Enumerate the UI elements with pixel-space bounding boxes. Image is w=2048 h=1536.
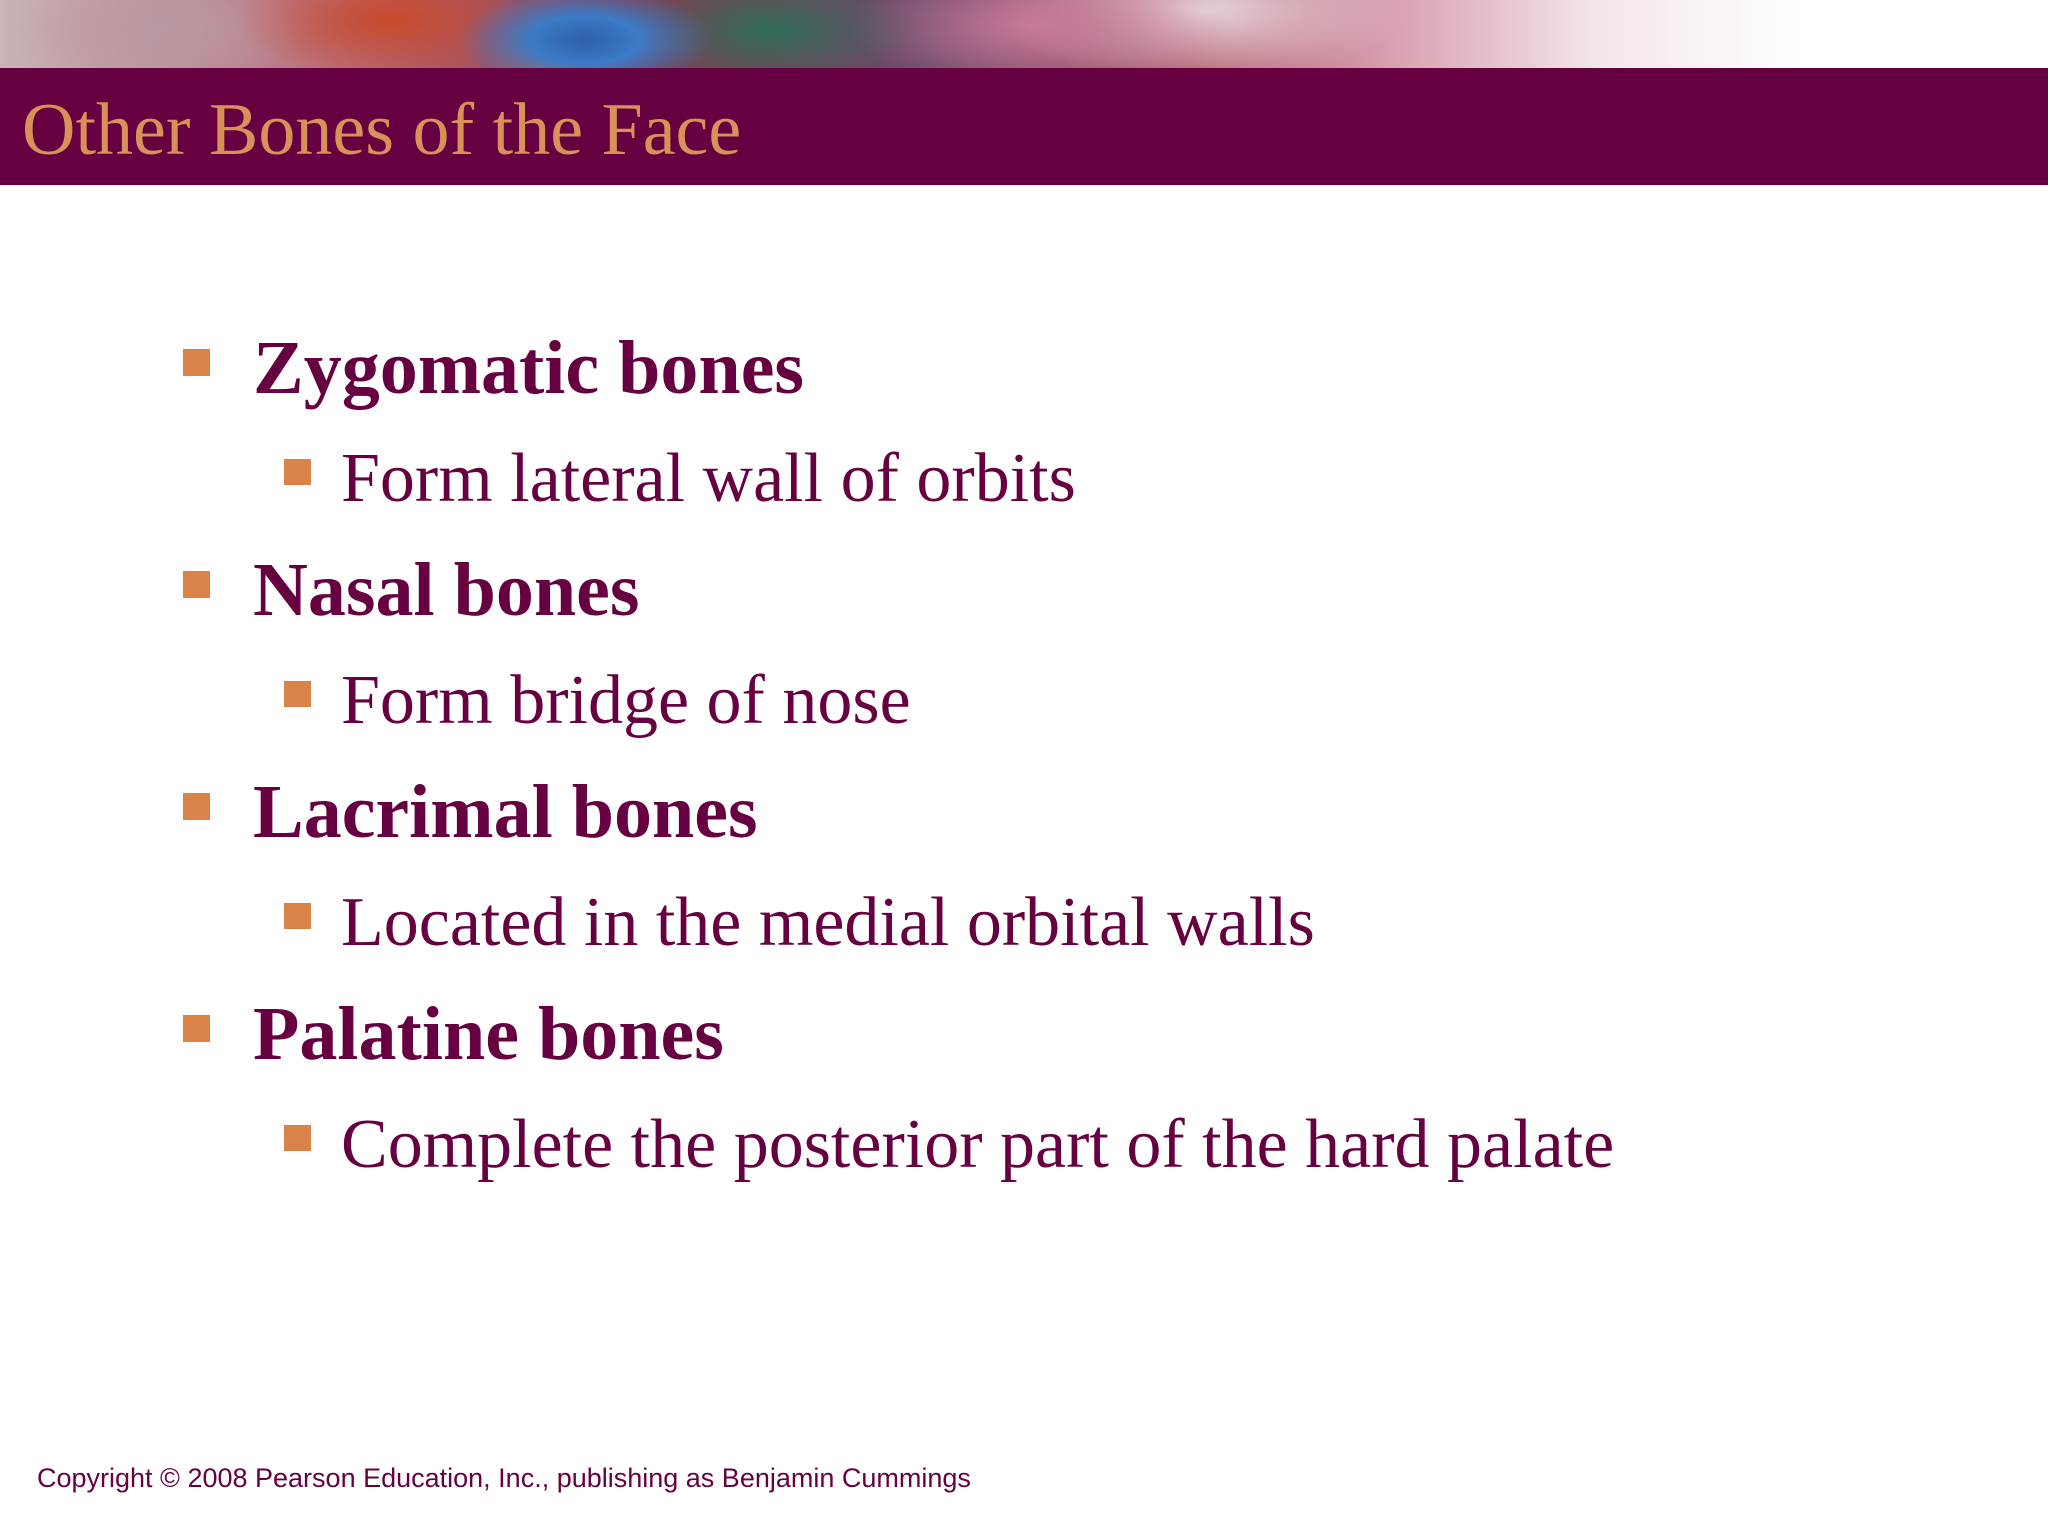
bullet-item-nasal [253, 548, 639, 632]
bullet-item-zygomatic [253, 326, 804, 410]
square-bullet-icon [284, 1125, 311, 1151]
slide-title: Other Bones of the Face [22, 89, 742, 171]
bullet-label: Zygomatic bones [253, 326, 804, 410]
square-bullet-icon [183, 571, 210, 598]
square-bullet-icon [284, 903, 311, 929]
square-bullet-icon [183, 793, 210, 820]
copyright-footer: Copyright © 2008 Pearson Education, Inc., publishing as Benjamin Cummings [37, 1463, 971, 1493]
sub-bullet-text: Form lateral wall of orbits [341, 440, 1076, 517]
sub-bullet-item [341, 881, 1315, 965]
square-bullet-icon [183, 1015, 210, 1042]
sub-bullet-text: Located in the medial orbital walls [341, 884, 1315, 961]
bullet-label: Lacrimal bones [253, 770, 758, 854]
sub-bullet-text: Complete the posterior part of the hard palate [341, 1106, 1615, 1183]
sub-bullet-item [341, 437, 1076, 521]
square-bullet-icon [284, 681, 311, 707]
sub-bullet-item [341, 659, 911, 743]
square-bullet-icon [183, 349, 210, 376]
bullet-label: Nasal bones [253, 548, 640, 632]
sub-bullet-text: Form bridge of nose [341, 662, 911, 739]
square-bullet-icon [284, 459, 311, 485]
header-decorative-image [0, 0, 2048, 68]
bullet-item-palatine [253, 992, 724, 1076]
bullet-item-lacrimal [253, 770, 758, 854]
sub-bullet-item [341, 1103, 1614, 1187]
bullet-label: Palatine bones [253, 992, 724, 1076]
